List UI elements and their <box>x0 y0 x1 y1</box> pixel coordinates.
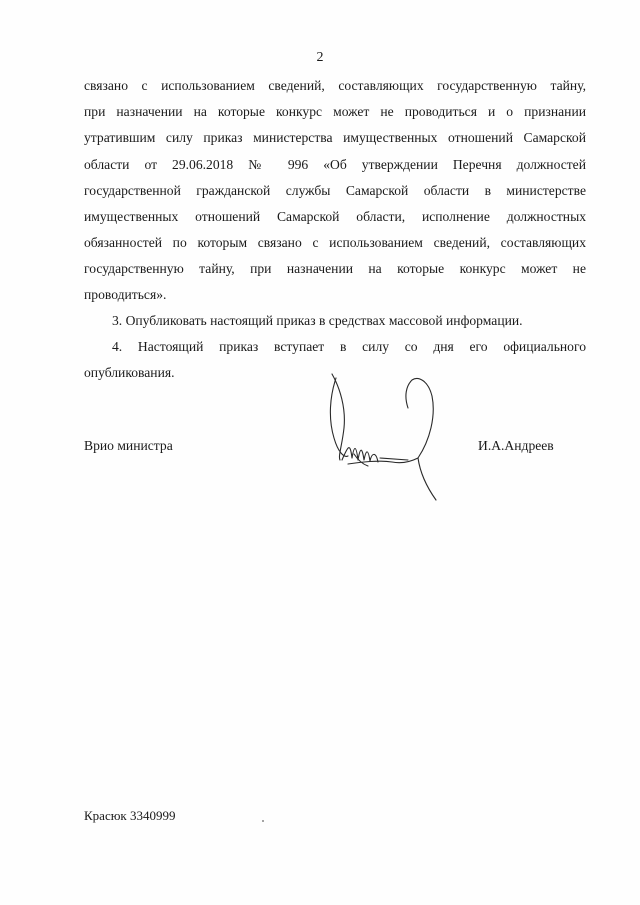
page-number: 2 <box>316 50 324 65</box>
scan-speck <box>262 820 264 822</box>
text-line: области от 29.06.2018 № 996 «Об утверждении Перечня должностей <box>84 157 586 172</box>
signatory-name: И.А.Андреев <box>478 438 554 453</box>
text-line: опубликования. <box>84 365 175 380</box>
text-line: обязанностей по которым связано с использованием сведений, составляющих <box>84 235 586 250</box>
item-3: 3. Опубликовать настоящий приказ в средствах массовой информации. <box>112 313 523 328</box>
executor-contact: Красюк 3340999 <box>84 808 176 823</box>
text-line: утратившим силу приказ министерства имущественных отношений Самарской <box>84 130 586 145</box>
text-line: проводиться». <box>84 287 167 302</box>
text-line: 4. Настоящий приказ вступает в силу со дня его официального <box>112 339 586 354</box>
signatory-role: Врио министра <box>84 438 173 453</box>
text-line: связано с использованием сведений, составляющих государственную тайну, <box>84 78 586 93</box>
text-line: при назначении на которые конкурс может не проводиться и о признании <box>84 104 586 119</box>
text-line: государственной гражданской службы Самарской области в министерстве <box>84 183 586 198</box>
text-line: имущественных отношений Самарской области, исполнение должностных <box>84 209 586 224</box>
handwritten-signature <box>318 368 448 508</box>
text-line: государственную тайну, при назначении на которые конкурс может не <box>84 261 586 276</box>
